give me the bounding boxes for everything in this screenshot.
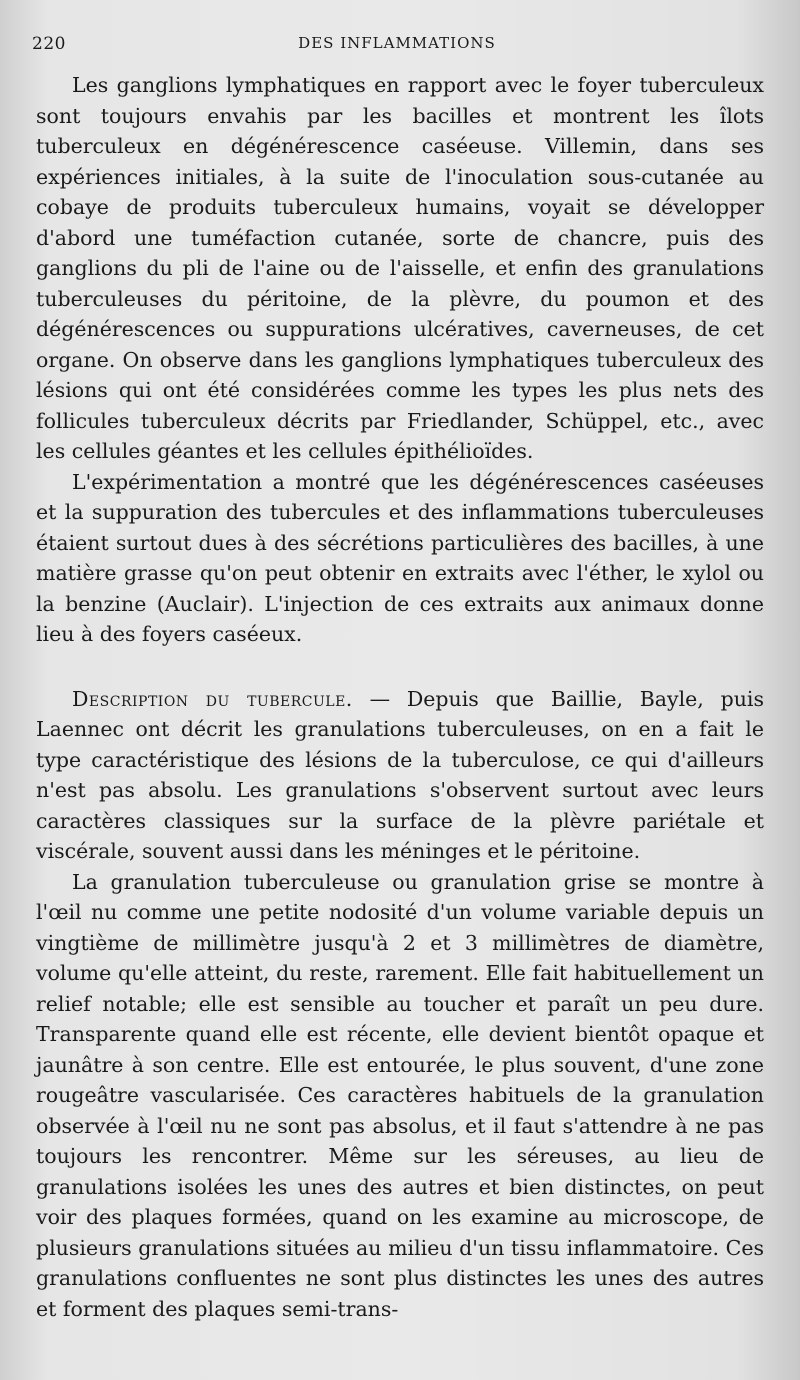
page-header [32,34,762,58]
section-lead-text: — Depuis que Baillie, Bayle, puis Laennec ont décrit les granulations tuberculeuses, on en a fait le type caractéristique des lésions de la tuberculose, ce qui d'ailleurs n'est pas absolu. Les granulations s'observent surtout avec leurs caractères classiques sur la surface de la plèvre pariétale et viscérale, souvent aussi dans les méninges et le péritoine. [36,686,764,863]
running-title: DES INFLAMMATIONS [298,34,496,52]
page-number: 220 [32,34,66,54]
section-lead-paragraph [36,684,764,867]
section-description-tubercule [36,684,764,1325]
body-text [36,70,764,1324]
paragraph-granulation: La granulation tuberculeuse ou granulation grise se montre à l'œil nu comme une petite nodosité d'un volume variable depuis un vingtième de millimètre jusqu'à 2 et 3 millimètres de diamètre, volume qu'elle atteint, du reste, rarement. Elle fait habituellement un relief notable; elle est sensible au toucher et paraît un peu dure. Transparente quand elle est récente, elle devient bientôt opaque et jaunâtre à son centre. Elle est entourée, le plus souvent, d'une zone rougeâtre vascularisée. Ces caractères habituels de la granulation observée à l'œil nu ne sont pas absolus, et il faut s'attendre à ne pas toujours les rencontrer. Même sur les séreuses, au lieu de granulations isolées les unes des autres et bien distinctes, on peut voir des plaques formées, quand on les examine au microscope, de plusieurs granulations situées au milieu d'un tissu inflammatoire. Ces granulations confluentes ne sont plus distinctes les unes des autres et forment des plaques semi-trans- [36,869,764,1321]
section-heading: Description du tubercule. [72,686,353,711]
paragraph-experimentation: L'expérimentation a montré que les dégénérescences caséeuses et la suppuration des tubercules et des inflammations tuberculeuses étaient surtout dues à des sécrétions particulières des bacilles, à une matière grasse qu'on peut obtenir en extraits avec l'éther, le xylol ou la benzine (Auclair). L'injection de ces extraits aux animaux donne lieu à des foyers caséeux. [36,469,764,646]
paragraph-ganglions: Les ganglions lymphatiques en rapport avec le foyer tuberculeux sont toujours envahis par les bacilles et montrent les îlots tuberculeux en dégénérescence caséeuse. Villemin, dans ses expériences initiales, à la suite de l'inoculation sous-cutanée au cobaye de produits tuberculeux humains, voyait se développer d'abord une tuméfaction cutanée, sorte de chancre, puis des ganglions du pli de l'aine ou de l'aisselle, et enfin des granulations tuberculeuses du péritoine, de la plèvre, du poumon et des dégénérescences ou suppurations ulcératives, caverneuses, de cet organe. On observe dans les ganglions lymphatiques tuberculeux des lésions qui ont été considérées comme les types les plus nets des follicules tuberculeux décrits par Friedlander, Schüppel, etc., avec les cellules géantes et les cellules épithélioïdes. [36,73,764,463]
